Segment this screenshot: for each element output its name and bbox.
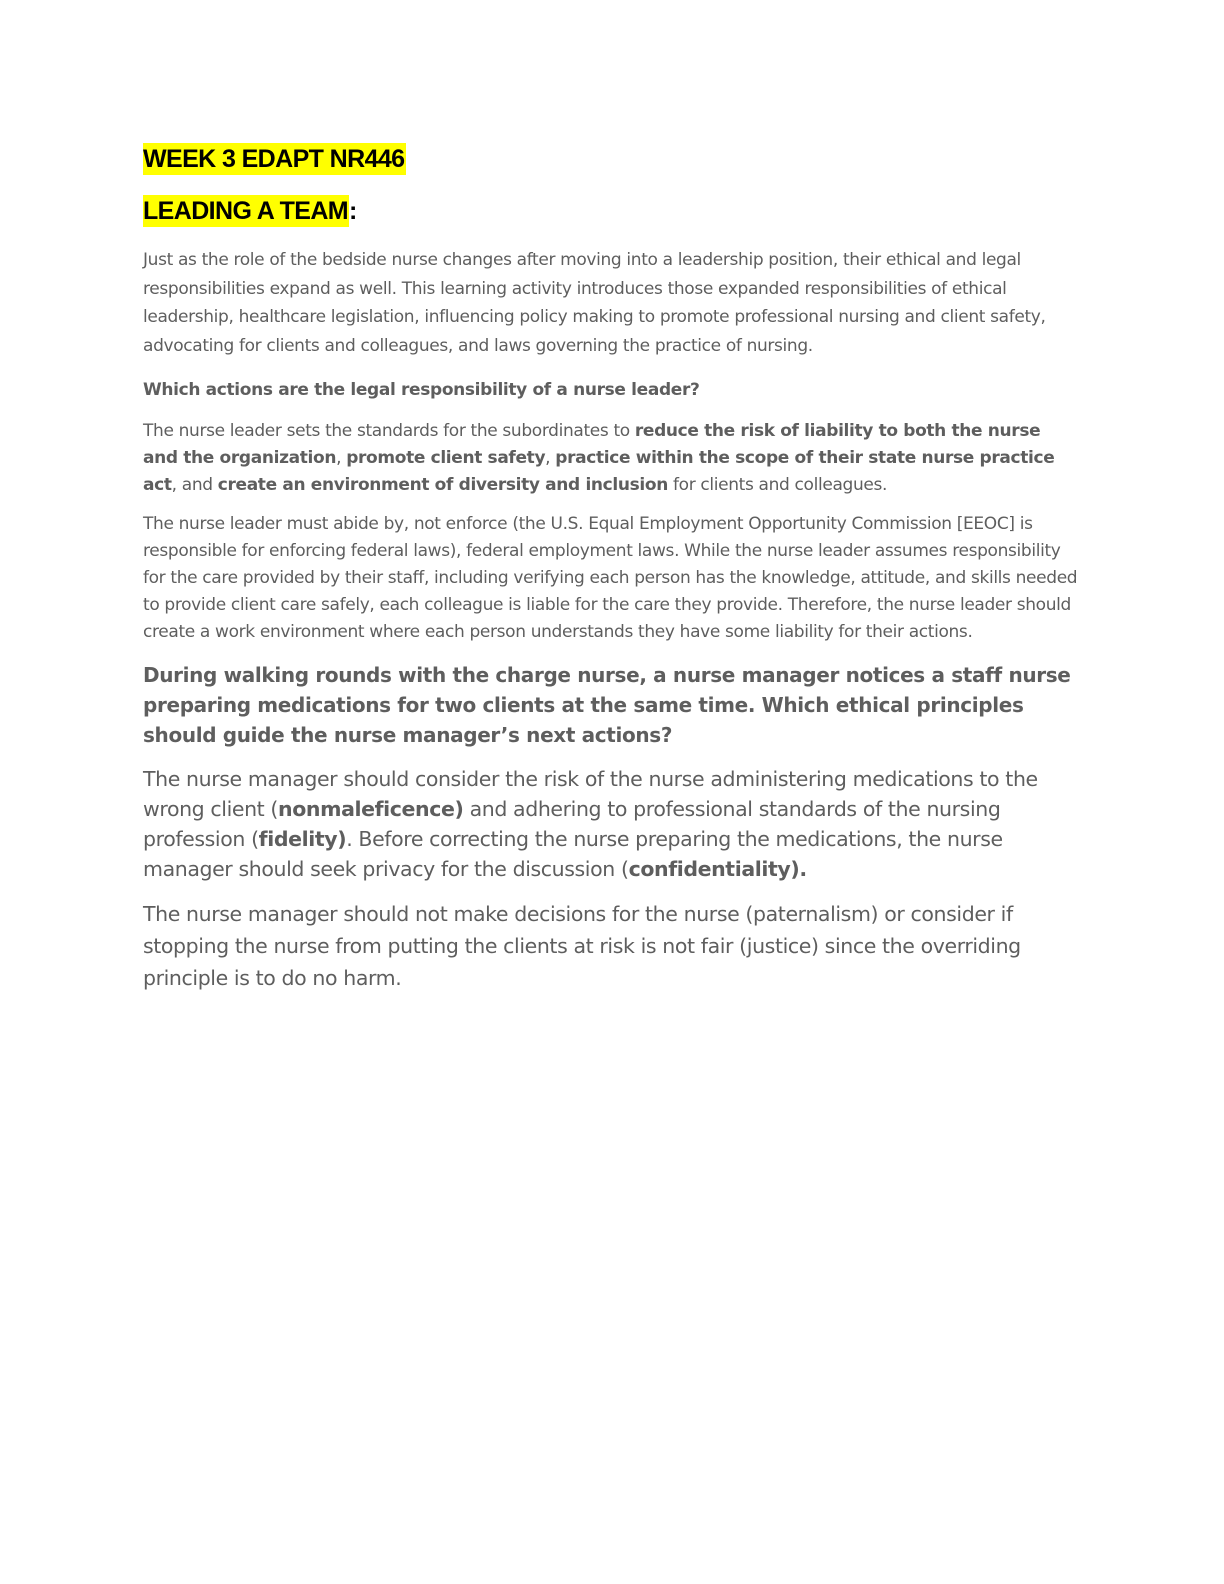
answer-1-text: , (545, 448, 556, 468)
answer-2-paragraph: The nurse leader must abide by, not enforce (the U.S. Equal Employment Opportunity Commission [EEOC] is responsible for enforcing federal laws), federal employment laws. While the nurse leader assumes responsibility for the care provided by their staff, including verifying each person has the knowledge, attitude, and skills needed to provide client care safely, each colleague is liable for the care they provide. Therefore, the nurse leader should create a work environment where each person understands they have some liability for their actions. (143, 514, 1078, 642)
answer-1-paragraph (143, 418, 1078, 499)
document-title (143, 142, 1078, 176)
title-highlight: WEEK 3 EDAPT NR446 (143, 145, 405, 173)
question-2: During walking rounds with the charge nurse, a nurse manager notices a staff nurse preparing medications for two clients at the same time. Which ethical principles should guide the nurse manager’s next actions? (143, 663, 1071, 747)
answer-1-bold: practice within the scope of their state nurse practice act (143, 448, 1055, 495)
answer-1-bold: promote client safety (346, 448, 546, 468)
heading-highlight: LEADING A TEAM (143, 197, 349, 225)
answer-1-text: , (336, 448, 347, 468)
answer-3-paragraph (143, 764, 1078, 884)
question-1: Which actions are the legal responsibility of a nurse leader? (143, 380, 700, 400)
answer-3-text: . Before correcting the nurse preparing the medications, the nurse manager should seek privacy for the discussion ( (143, 827, 1003, 881)
intro-paragraph: Just as the role of the bedside nurse changes after moving into a leadership position, their ethical and legal responsibilities expand as well. This learning activity introduces those expanded responsibilities of ethical leadership, healthcare legislation, influencing policy making to promote professional nursing and client safety, advocating for clients and colleagues, and laws governing the practice of nursing. (143, 250, 1046, 356)
answer-3-text: The nurse manager should consider the risk of the nurse administering medications to the wrong client ( (143, 767, 1038, 821)
answer-3-bold: fidelity) (258, 827, 347, 851)
answer-1-text: , and (171, 475, 218, 495)
answer-4-paragraph: The nurse manager should not make decisions for the nurse (paternalism) or consider if stopping the nurse from putting the clients at risk is not fair (justice) since the overriding principle is to do no harm. (143, 902, 1021, 990)
answer-3-text: and adhering to professional standards of the nursing profession ( (143, 797, 1001, 851)
document-body (143, 140, 1078, 994)
answer-1-bold: reduce the risk of liability to both the nurse and the organization (143, 421, 1041, 468)
section-heading (143, 194, 1078, 228)
answer-1-text: for clients and colleagues. (667, 475, 888, 495)
answer-3-bold: confidentiality). (628, 857, 807, 881)
answer-1-bold: create an environment of diversity and inclusion (217, 475, 668, 495)
answer-3-bold: nonmaleficence) (278, 797, 464, 821)
heading-colon: : (349, 197, 357, 225)
answer-1-text: The nurse leader sets the standards for the subordinates to (143, 421, 635, 441)
